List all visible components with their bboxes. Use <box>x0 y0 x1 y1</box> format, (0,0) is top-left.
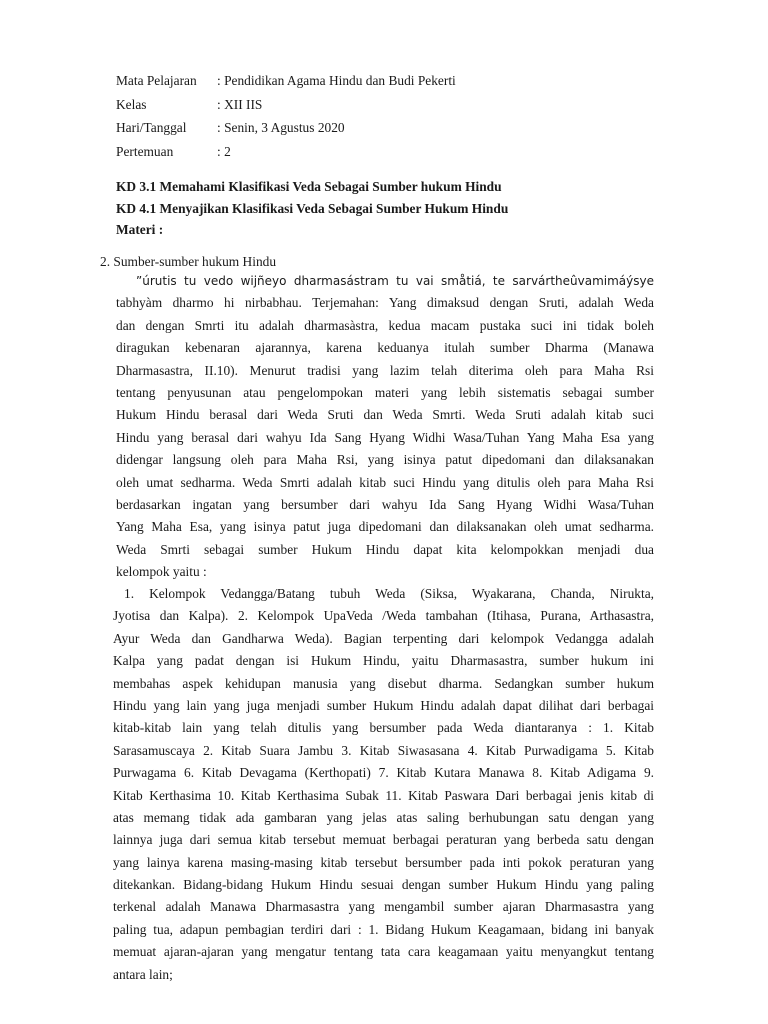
body-line: Yang Maha Esa, yang isinya patut juga dipedomani dan dilaksanakan oleh umat sedharma. <box>116 519 654 535</box>
body-text <box>116 270 654 583</box>
body-line: lainnya juga dari semua kitab tersebut memuat berbagai peraturan yang berbeda satu dengan <box>113 832 654 848</box>
header-value: : XII IIS <box>217 96 263 112</box>
header-row-class <box>116 93 456 117</box>
header-row-meeting <box>116 140 456 164</box>
kd-3-1: KD 3.1 Memahami Klasifikasi Veda Sebagai Sumber hukum Hindu <box>116 179 502 194</box>
body-line: Purwagama 6. Kitab Devagama (Kerthopati) 7. Kitab Kutara Manawa 8. Kitab Adigama 9. <box>113 765 654 781</box>
body-line: Hindu yang lain yang juga menjadi sumber Hukum Hindu adalah dapat dilihat dari berbagai <box>113 697 654 713</box>
body-line: 1. Kelompok Vedangga/Batang tubuh Weda (Siksa, Wyakarana, Chanda, Nirukta, <box>124 586 654 601</box>
header-label: Kelas <box>116 96 147 112</box>
materi-label: Materi : <box>116 222 164 237</box>
body-line: diragukan kebenaran ajarannya, karena keduanya itulah sumber Dharma (Manawa <box>116 340 654 356</box>
body-line: Kitab Kerthasima 10. Kitab Kerthasima Subak 11. Kitab Paswara Dari berbagai jenis kitab di <box>113 787 654 803</box>
header-info <box>116 69 456 163</box>
section-heading: 2. Sumber-sumber hukum Hindu <box>100 254 277 269</box>
header-value: : Pendidikan Agama Hindu dan Budi Pekerti <box>217 73 456 88</box>
body-line: kelompok yaitu : <box>116 564 207 580</box>
body-line: dan dengan Smrti itu adalah dharmasàstra, kedua macam pustaka suci ini tidak boleh <box>116 317 654 333</box>
header-label: Hari/Tanggal <box>116 120 187 135</box>
body-line: terkenal adalah Manawa Dharmasastra yang mengambil sumber ajaran Dharmasastra yang <box>113 899 654 915</box>
body-line: paling tua, adapun pembagian terdiri dari : 1. Bidang Hukum Keagamaan, bidang ini banyak <box>113 921 654 937</box>
body-line: atas memang tidak ada gambaran yang jelas atas saling berhubungan satu dengan yang <box>113 809 654 825</box>
body-line: Kalpa yang padat dengan isi Hukum Hindu, yaitu Dharmasastra, sumber hukum ini <box>113 653 654 669</box>
body-line: ”úrutis tu vedo wijñeyo dharmasástram tu vai småtiá, te sarvártheûvamimáýsye <box>136 274 654 288</box>
body-line: yang lainya karena masing-masing kitab tersebut bersumber pada inti pokok peraturan yang <box>113 854 654 870</box>
header-row-subject <box>116 69 456 93</box>
body-line: Jyotisa dan Kalpa). 2. Kelompok UpaVeda /Weda tambahan (Itihasa, Purana, Arthasastra, <box>113 608 654 624</box>
body-line: tabhyàm dharmo hi nirbabhau. Terjemahan: Yang dimaksud dengan Sruti, adalah Weda <box>116 295 654 311</box>
header-label: Pertemuan <box>116 143 174 159</box>
body-line: Weda Smrti sebagai sumber Hukum Hindu dapat kita kelompokkan menjadi dua <box>116 541 654 557</box>
body-line: Dharmasastra, II.10). Menurut tradisi yang lazim telah diterima oleh para Maha Rsi <box>116 362 654 378</box>
body-line: antara lain; <box>113 966 173 982</box>
body-line: kitab-kitab lain yang telah ditulis yang bersumber pada Weda diantaranya : 1. Kitab <box>113 720 654 736</box>
body-line: ditekankan. Bidang-bidang Hukum Hindu sesuai dengan sumber Hukum Hindu yang paling <box>113 877 654 893</box>
body-line: didengar langsung oleh para Maha Rsi, yang isinya patut dipedomani dan dilaksanakan <box>116 452 654 468</box>
body-line: oleh umat sedharma. Weda Smrti adalah kitab suci Hindu yang ditulis oleh para Maha Rsi <box>116 474 654 490</box>
body-line: Hindu yang berasal dari wahyu Ida Sang Hyang Widhi Wasa/Tuhan Yang Maha Esa yang <box>116 429 654 445</box>
body-line: berdasarkan ingatan yang bersumber dari wahyu Ida Sang Hyang Widhi Wasa/Tuhan <box>116 496 654 512</box>
header-value: : Senin, 3 Agustus 2020 <box>217 120 345 135</box>
body-line: membahas aspek kehidupan manusia yang disebut dharma. Sedangkan sumber hukum <box>113 675 654 691</box>
body-line: memuat ajaran-ajaran yang mengatur tentang tata cara keagamaan yaitu menyangkut tentang <box>113 944 654 960</box>
body-line: Sarasamuscaya 2. Kitab Suara Jambu 3. Kitab Siwasasana 4. Kitab Purwadigama 5. Kitab <box>113 742 654 758</box>
header-row-date <box>116 116 456 140</box>
competency-block <box>116 176 508 241</box>
body-line: tentang penyusunan atau pengelompokan materi yang lebih sistematis sebagai sumber <box>116 384 654 400</box>
header-label: Mata Pelajaran <box>116 73 197 88</box>
body-line: Hukum Hindu berasal dari Weda Sruti dan Weda Smrti. Weda Sruti adalah kitab suci <box>116 407 654 423</box>
body-text-list <box>113 583 654 986</box>
body-line: Ayur Weda dan Gandharwa Weda). Bagian terpenting dari kelompok Vedangga adalah <box>113 630 654 646</box>
kd-4-1: KD 4.1 Menyajikan Klasifikasi Veda Sebagai Sumber Hukum Hindu <box>116 200 509 216</box>
header-value: : 2 <box>217 143 231 159</box>
